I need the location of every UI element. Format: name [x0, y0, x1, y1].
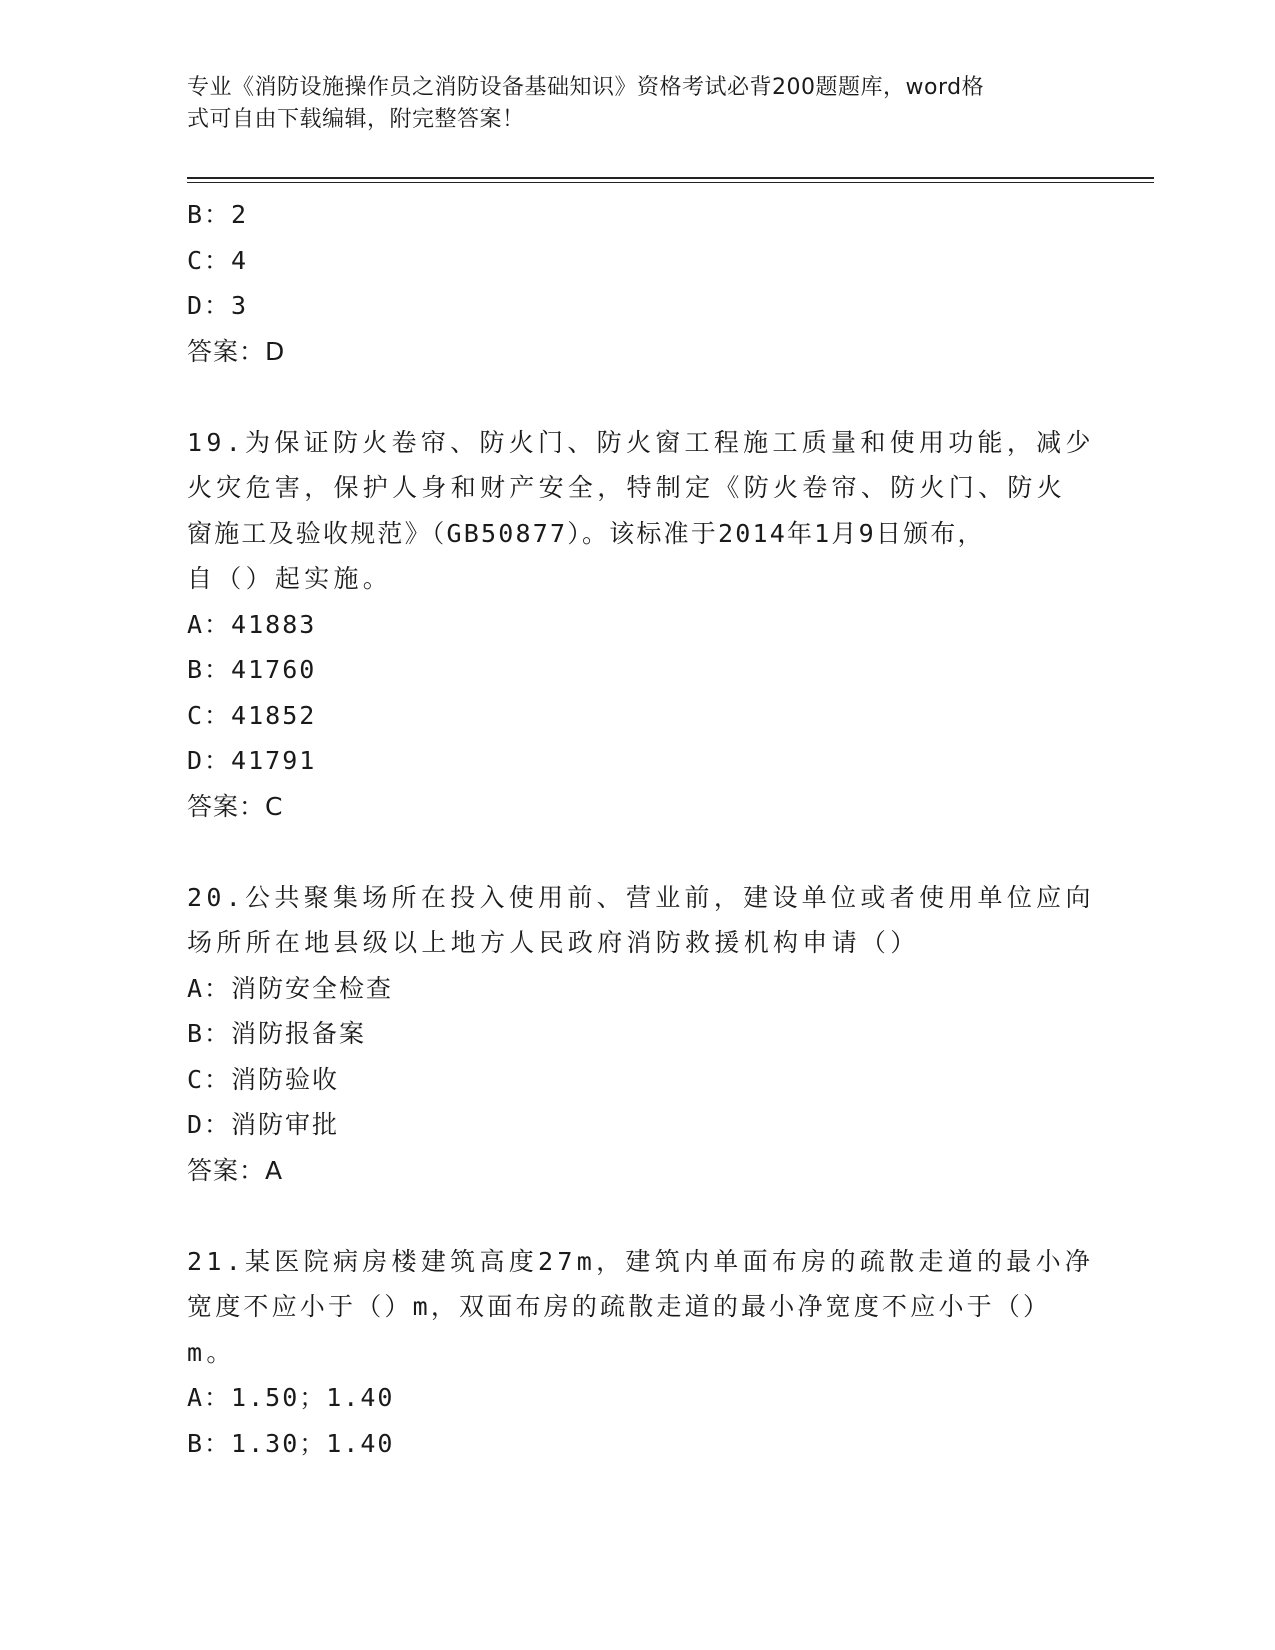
- answer-line: 答案：C: [187, 791, 284, 821]
- document-header: [187, 72, 1067, 136]
- option-a: A：1.50；1.40: [187, 1383, 395, 1412]
- answer-line: 答案：D: [187, 336, 286, 366]
- option-d: D：3: [187, 291, 249, 320]
- option-b: B：41760: [187, 655, 317, 684]
- question-text-line: 窗施工及验收规范》（GB50877）。该标准于2014年1月9日颁布，: [187, 518, 985, 548]
- option-a: A：41883: [187, 609, 317, 639]
- question-21: [187, 1239, 1095, 1467]
- question-text-line: 19.为保证防火卷帘、防火门、防火窗工程施工质量和使用功能，减少: [187, 427, 1095, 457]
- header-divider-thick: [187, 177, 1154, 179]
- question-spacer: [187, 829, 1087, 875]
- question-text: [187, 420, 1095, 602]
- header-divider-thin: [187, 182, 1154, 183]
- question-text-line: 场所所在地县级以上地方人民政府消防救援机构申请（）: [187, 928, 920, 957]
- option-d: D：消防审批: [187, 1110, 340, 1139]
- option-b: B：1.30；1.40: [187, 1428, 395, 1458]
- option-a: A：消防安全检查: [187, 973, 394, 1003]
- option-b: B：消防报备案: [187, 1019, 367, 1048]
- question-text-line: 21.某医院病房楼建筑高度27m，建筑内单面布房的疏散走道的最小净: [187, 1246, 1095, 1276]
- header-line-1: 专业《消防设施操作员之消防设备基础知识》资格考试必背200题题库，word格: [187, 75, 985, 100]
- option-d: D：41791: [187, 746, 317, 775]
- question-19: [187, 420, 1095, 830]
- option-c: C：4: [187, 245, 249, 275]
- option-c: C：消防验收: [187, 1064, 340, 1094]
- header-line-2: 式可自由下载编辑，附完整答案！: [187, 107, 525, 132]
- option-b: B：2: [187, 200, 249, 229]
- question-content: [187, 192, 1095, 1466]
- question-text-line: m。: [187, 1337, 236, 1367]
- question-spacer: [187, 1193, 1087, 1239]
- question-20: [187, 875, 1095, 1194]
- prev-question-block: [187, 192, 1087, 374]
- answer-line: 答案：A: [187, 1155, 284, 1185]
- option-c: C：41852: [187, 700, 317, 730]
- question-text-line: 火灾危害，保护人身和财产安全，特制定《防火卷帘、防火门、防火: [187, 473, 1067, 502]
- question-text: [187, 875, 1095, 966]
- question-spacer: [187, 374, 1087, 420]
- question-text-line: 20.公共聚集场所在投入使用前、营业前，建设单位或者使用单位应向: [187, 882, 1095, 912]
- question-text: [187, 1239, 1095, 1376]
- question-text-line: 宽度不应小于（）m，双面布房的疏散走道的最小净宽度不应小于（）: [187, 1292, 1052, 1321]
- question-text-line: 自（）起实施。: [187, 564, 393, 593]
